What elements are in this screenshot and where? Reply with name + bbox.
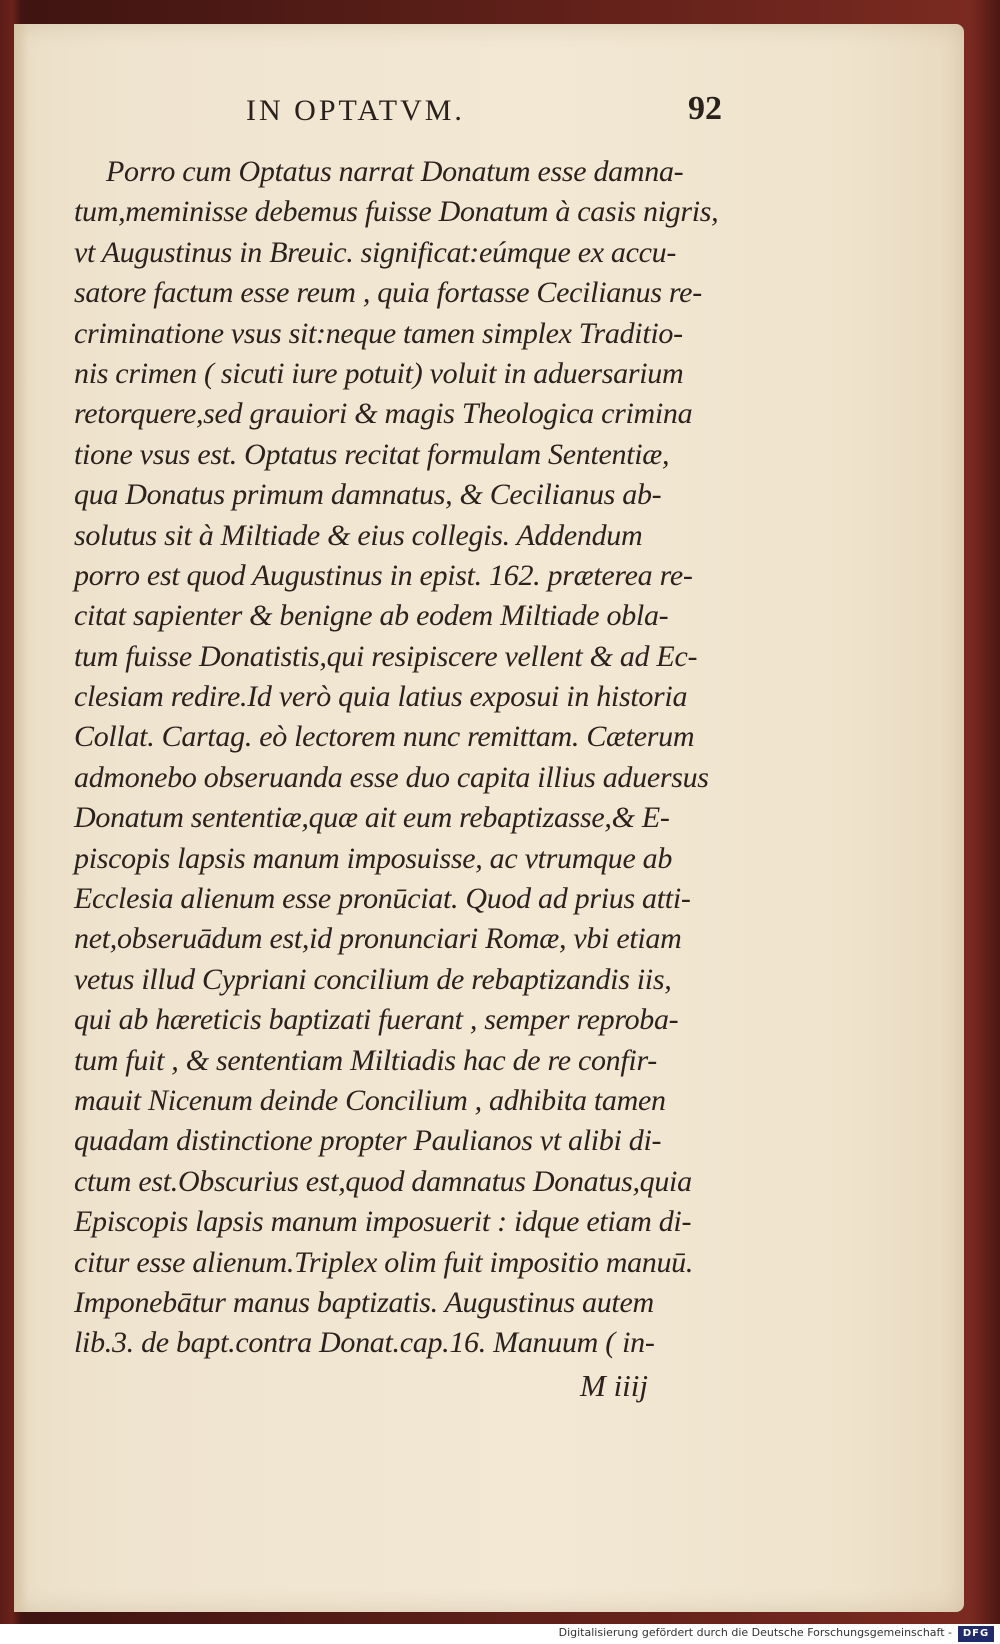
text-line: vt Augustinus in Breuic. significat:eúmque ex accu- [74, 235, 677, 269]
text-line: Collat. Cartag. eò lectorem nunc remittam. Cæterum [74, 720, 695, 754]
text-line: porro est quod Augustinus in epist. 162. præterea re- [74, 558, 693, 592]
text-line: Imponebātur manus baptizatis. Augustinus autem [74, 1285, 654, 1319]
text-line: qui ab hæreticis baptizati fuerant , semper reproba- [74, 1003, 679, 1037]
digitization-footer [0, 1624, 1000, 1644]
text-line: tum,meminisse debemus fuisse Donatum à casis nigris, [74, 195, 719, 229]
dfg-logo: DFG [958, 1626, 994, 1642]
body-text [74, 152, 754, 1364]
page-number: 92 [688, 90, 722, 127]
running-head: IN OPTATVM. [246, 94, 465, 127]
text-line: Porro cum Optatus narrat Donatum esse damna- [106, 155, 684, 188]
book-page [14, 24, 964, 1612]
text-line: citat sapienter & benigne ab eodem Miltiade obla- [74, 599, 669, 633]
text-line: citur esse alienum.Triplex olim fuit impositio manuū. [74, 1245, 694, 1279]
funding-credit: Digitalisierung gefördert durch die Deutsche Forschungsgemeinschaft - [558, 1626, 952, 1639]
text-line: Donatum sententiæ,quæ ait eum rebaptizasse,& E- [74, 801, 670, 835]
text-line: clesiam redire.Id verò quia latius exposui in historia [74, 680, 688, 714]
text-line: retorquere,sed grauiori & magis Theologica crimina [74, 397, 693, 431]
text-line: tum fuisse Donatistis,qui resipiscere vellent & ad Ec- [74, 639, 698, 673]
text-line: piscopis lapsis manum imposuisse, ac vtrumque ab [74, 841, 673, 875]
text-line: vetus illud Cypriani concilium de rebaptizandis iis, [74, 962, 672, 996]
text-line: satore factum esse reum , quia fortasse Cecilianus re- [74, 276, 702, 310]
text-line: tum fuit , & sententiam Miltiadis hac de re confir- [74, 1043, 657, 1077]
text-line: qua Donatus primum damnatus, & Cecilianus ab- [74, 478, 662, 512]
text-line: criminatione vsus sit:neque tamen simplex Traditio- [74, 316, 683, 350]
text-line: lib.3. de bapt.contra Donat.cap.16. Manuum ( in- [74, 1326, 655, 1360]
text-line: mauit Nicenum deinde Concilium , adhibita tamen [74, 1083, 666, 1117]
text-line: nis crimen ( sicuti iure potuit) voluit in aduersarium [74, 356, 684, 390]
text-line: quadam distinctione propter Paulianos vt alibi di- [74, 1124, 662, 1158]
signature-mark: M iiij [580, 1368, 649, 1403]
text-line: Episcopis lapsis manum imposuerit : idque etiam di- [74, 1205, 692, 1239]
text-line: solutus sit à Miltiade & eius collegis. Addendum [74, 518, 643, 552]
text-line: admonebo obseruanda esse duo capita illius aduersus [74, 760, 709, 794]
text-line: ctum est.Obscurius est,quod damnatus Donatus,quia [74, 1164, 692, 1198]
text-line: net,obseruādum est,id pronunciari Romæ, vbi etiam [74, 922, 682, 956]
text-line: Ecclesia alienum esse pronūciat. Quod ad prius atti- [74, 882, 691, 916]
text-line: tione vsus est. Optatus recitat formulam Sententiæ, [74, 437, 670, 471]
